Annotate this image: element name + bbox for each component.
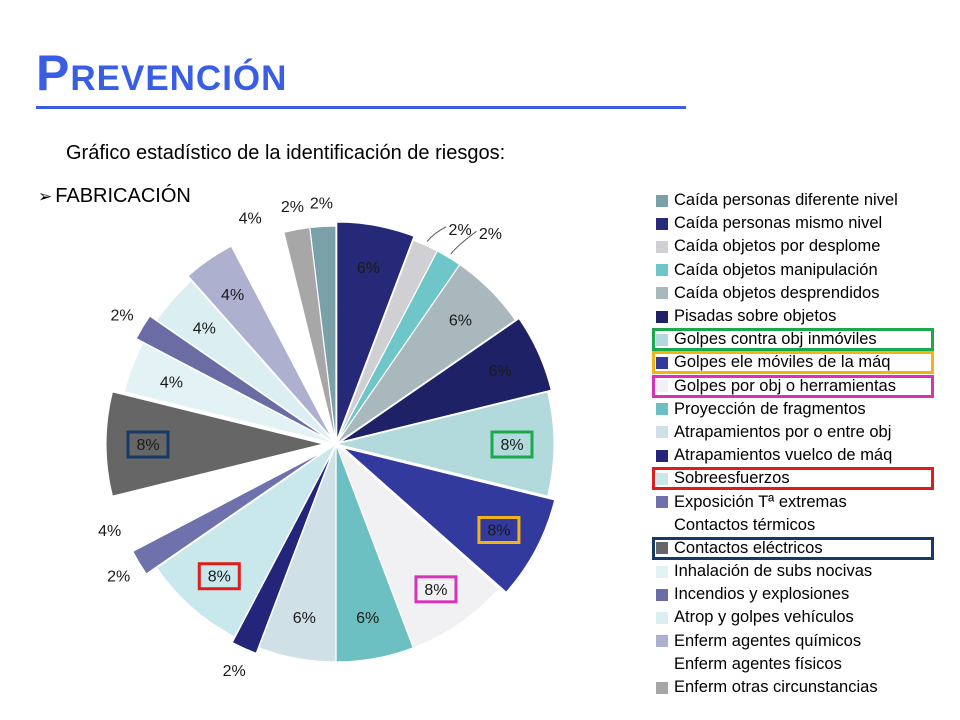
legend-item-golpes-ele-moviles-de-la-maq xyxy=(652,351,942,374)
legend-item-incendios-y-explosiones xyxy=(652,583,942,606)
legend-label: Proyección de fragmentos xyxy=(674,399,866,418)
chart-legend xyxy=(652,189,942,699)
legend-label: Exposición Tª extremas xyxy=(674,492,847,511)
data-label-atrop-y-golpes-vehiculos: 4% xyxy=(192,320,216,338)
legend-highlight-box xyxy=(652,537,934,560)
legend-item-caida-personas-mismo-nivel xyxy=(652,212,942,235)
legend-highlight-box xyxy=(652,467,934,490)
chart-subtitle: Gráfico estadístico de la identificación de riesgos: xyxy=(66,142,506,164)
legend-item-inhalacion-de-subs-nocivas xyxy=(652,560,942,583)
data-label-caida-objetos-desprendidos: 6% xyxy=(448,312,473,330)
legend-item-atrop-y-golpes-vehiculos xyxy=(652,606,942,629)
data-label-sobreesfuerzos: 8% xyxy=(207,568,231,586)
legend-item-contactos-termicos xyxy=(652,514,942,537)
legend-item-enferm-otras-circunstancias xyxy=(652,676,942,699)
legend-item-proyeccion-de-fragmentos xyxy=(652,398,942,421)
legend-swatch xyxy=(656,426,668,438)
data-label-caida-personas-diferente-nivel: 2% xyxy=(309,195,333,213)
legend-item-pisadas-sobre-objetos xyxy=(652,305,942,328)
data-label-inhalacion-de-subs-nocivas: 4% xyxy=(159,374,183,392)
legend-item-golpes-contra-obj-inmoviles xyxy=(652,328,942,351)
data-label-enferm-agentes-fisicos: 4% xyxy=(238,210,262,228)
legend-label: Enferm agentes químicos xyxy=(674,631,862,650)
legend-swatch xyxy=(656,264,668,276)
section-label: FABRICACIÓN xyxy=(55,185,191,207)
data-label-enferm-otras-circunstancias: 2% xyxy=(280,198,304,216)
legend-swatch xyxy=(656,241,668,253)
data-label-atrapamientos-vuelco-de-maq: 2% xyxy=(222,663,246,681)
legend-swatch xyxy=(656,195,668,207)
legend-swatch xyxy=(656,612,668,624)
data-label-contactos-electricos: 8% xyxy=(136,437,160,454)
legend-label: Enferm otras circunstancias xyxy=(674,678,878,697)
legend-item-golpes-por-obj-o-herramientas xyxy=(652,375,942,398)
data-label-golpes-ele-moviles-de-la-maq: 8% xyxy=(487,522,511,540)
data-label-enferm-agentes-quimicos: 4% xyxy=(221,287,245,305)
data-label-atrapamientos-por-o-entre-obj: 6% xyxy=(292,610,316,628)
data-label-golpes-contra-obj-inmoviles: 8% xyxy=(500,437,524,454)
legend-label: Enferm agentes físicos xyxy=(674,654,842,673)
legend-label: Contactos eléctricos xyxy=(674,538,823,557)
legend-label: Contactos térmicos xyxy=(674,515,816,534)
legend-item-caida-objetos-desprendidos xyxy=(652,282,942,305)
legend-label: Pisadas sobre objetos xyxy=(674,307,837,326)
legend-label: Caída objetos manipulación xyxy=(674,260,878,279)
legend-item-sobreesfuerzos xyxy=(652,467,942,490)
legend-label: Golpes por obj o herramientas xyxy=(674,376,896,395)
data-label-pisadas-sobre-objetos: 6% xyxy=(488,363,512,381)
legend-swatch xyxy=(656,287,668,299)
legend-swatch xyxy=(656,589,668,601)
legend-swatch xyxy=(656,218,668,230)
legend-label: Golpes contra obj inmóviles xyxy=(674,330,877,349)
legend-highlight-box xyxy=(652,351,934,374)
legend-highlight-box xyxy=(652,328,934,351)
legend-highlight-box xyxy=(652,375,934,398)
legend-label: Caída objetos por desplome xyxy=(674,237,881,256)
data-label-exposicion-t-extremas: 2% xyxy=(107,568,131,586)
data-label-proyeccion-de-fragmentos: 6% xyxy=(356,610,380,628)
legend-item-enferm-agentes-quimicos xyxy=(652,630,942,653)
legend-item-caida-objetos-manipulacion xyxy=(652,259,942,282)
legend-swatch xyxy=(656,682,668,694)
legend-swatch xyxy=(656,519,668,531)
legend-item-atrapamientos-por-o-entre-obj xyxy=(652,421,942,444)
arrow-bullet-icon: ➢ xyxy=(38,187,53,206)
legend-label: Inhalación de subs nocivas xyxy=(674,562,873,581)
data-label-caida-objetos-manipulacion: 2% xyxy=(478,226,503,244)
legend-label: Atrapamientos vuelco de máq xyxy=(674,446,893,465)
legend-label: Atrop y golpes vehículos xyxy=(674,608,854,627)
page-title: Prevención xyxy=(36,45,288,101)
legend-label: Caída objetos desprendidos xyxy=(674,283,880,302)
legend-label: Caída personas diferente nivel xyxy=(674,191,898,210)
legend-item-atrapamientos-vuelco-de-maq xyxy=(652,444,942,467)
legend-label: Atrapamientos por o entre obj xyxy=(674,422,892,441)
data-label-golpes-por-obj-o-herramientas: 8% xyxy=(424,581,448,599)
legend-swatch xyxy=(656,635,668,647)
legend-item-caida-objetos-por-desplome xyxy=(652,235,942,258)
legend-item-caida-personas-diferente-nivel xyxy=(652,189,942,212)
data-label-caida-objetos-por-desplome: 2% xyxy=(448,221,472,239)
legend-label: Sobreesfuerzos xyxy=(674,469,790,488)
legend-swatch xyxy=(656,658,668,670)
legend-item-contactos-electricos xyxy=(652,537,942,560)
legend-swatch xyxy=(656,496,668,508)
legend-label: Incendios y explosiones xyxy=(674,585,850,604)
legend-swatch xyxy=(656,403,668,415)
legend-swatch xyxy=(656,450,668,462)
data-label-contactos-termicos: 4% xyxy=(98,522,122,540)
legend-swatch xyxy=(656,566,668,578)
data-label-incendios-y-explosiones: 2% xyxy=(110,307,134,325)
leader-line-caida-objetos-por-desplome xyxy=(427,227,446,242)
legend-item-exposicion-t-extremas xyxy=(652,490,942,513)
legend-item-enferm-agentes-fisicos xyxy=(652,653,942,676)
legend-label: Caída personas mismo nivel xyxy=(674,214,883,233)
legend-swatch xyxy=(656,311,668,323)
legend-label: Golpes ele móviles de la máq xyxy=(674,353,891,372)
data-label-caida-personas-mismo-nivel: 6% xyxy=(356,259,381,277)
